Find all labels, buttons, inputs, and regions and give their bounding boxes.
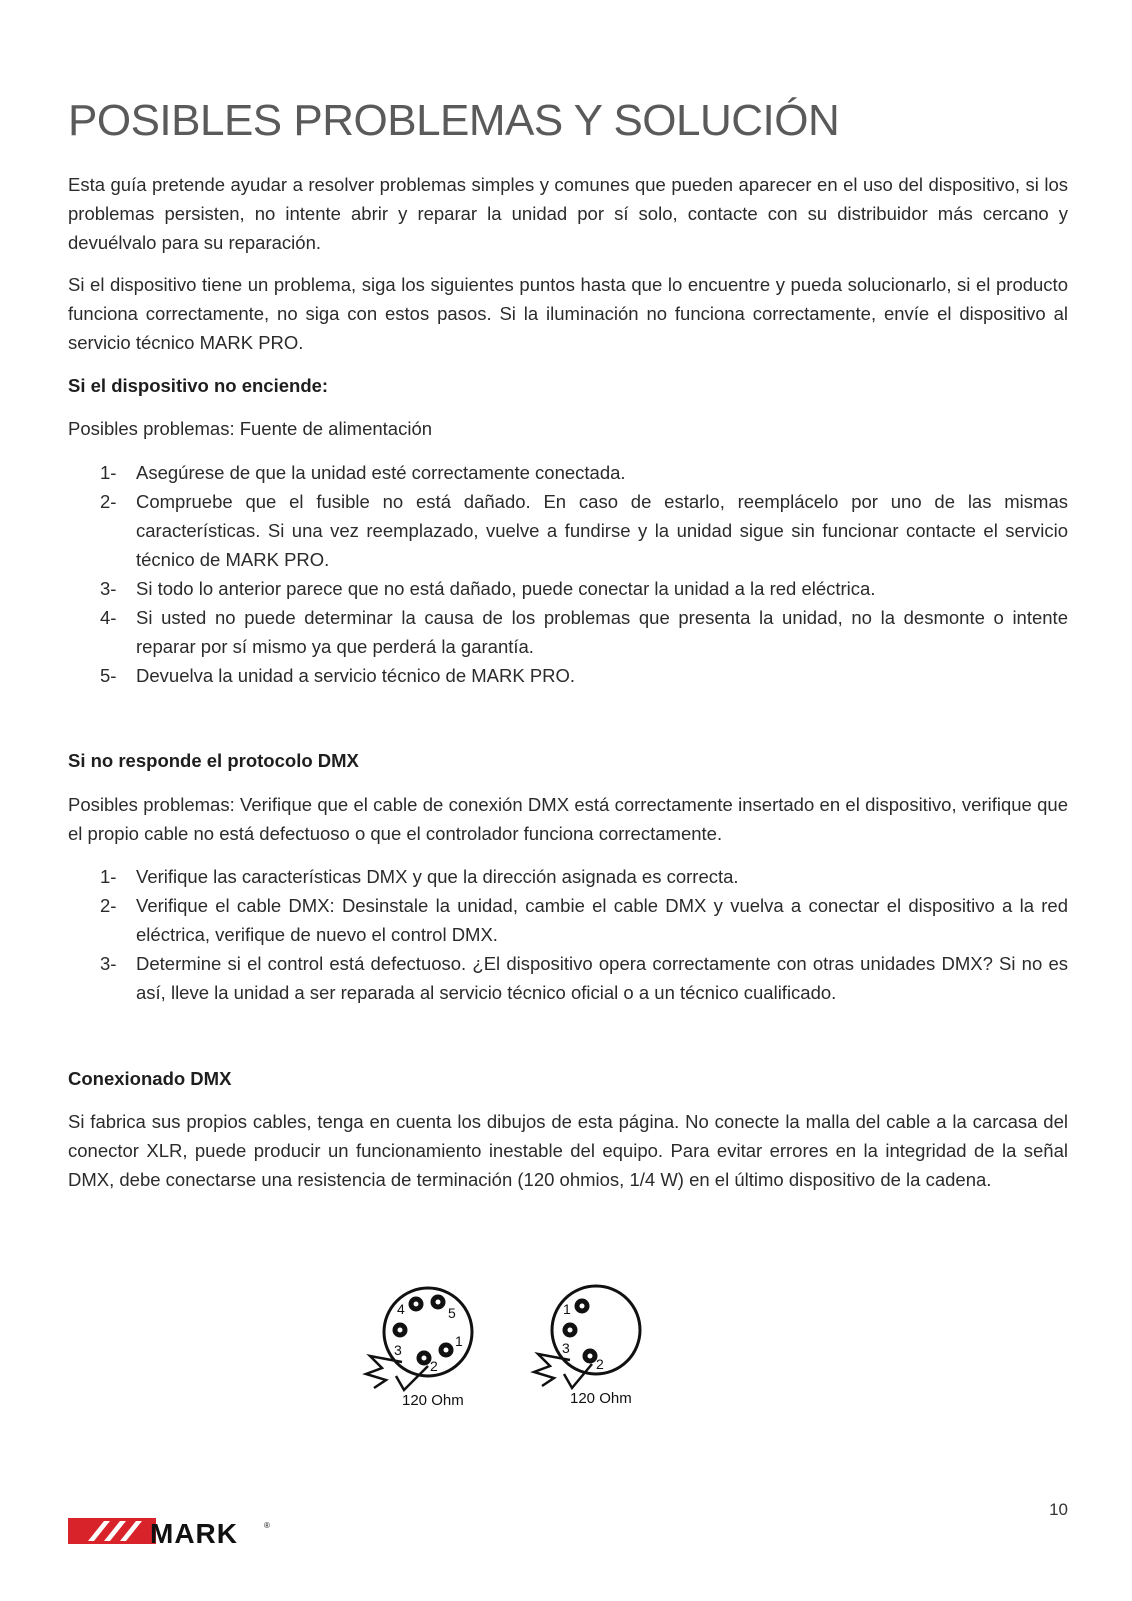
pin-label: 3 (562, 1340, 570, 1356)
section1-steps (100, 458, 1068, 690)
list-item: 3- Determine si el control está defectuoso. ¿El dispositivo opera correctamente con otras unidades DMX? Si no es así, lleve la unidad a ser reparada al servicio técnico oficial o a un técnico cualificado. (100, 953, 1068, 1003)
list-item: 1- Verifique las características DMX y que la dirección asignada es correcta. (100, 866, 739, 887)
pin-label: 3 (394, 1342, 402, 1358)
section2-problems: Posibles problemas: Verifique que el cable de conexión DMX está correctamente insertado en el dispositivo, verifique que el propio cable no está defectuoso o que el controlador funciona correctamente. (68, 794, 1068, 844)
section3-text: Si fabrica sus propios cables, tenga en cuenta los dibujos de esta página. No conecte la malla del cable a la carcasa del conector XLR, puede producir un funcionamiento inestable del equipo. Para evitar errores en la integridad de la señal DMX, debe conectarse una resistencia de terminación (120 ohmios, 1/4 W) en el último dispositivo de la cadena. (68, 1111, 1068, 1190)
list-item: 4- Si usted no puede determinar la causa de los problemas que presenta la unidad, no la desmonte o intente reparar por sí mismo ya que perderá la garantía. (100, 607, 1068, 657)
page-number: 10 (1049, 1500, 1068, 1519)
intro-paragraph-1: Esta guía pretende ayudar a resolver problemas simples y comunes que pueden aparecer en el uso del dispositivo, si los problemas persisten, no intente abrir y reparar la unidad por sí solo, contacte con su distribuidor más cercano y devuélvalo para su reparación. (68, 174, 1068, 253)
list-item: 2- Verifique el cable DMX: Desinstale la unidad, cambie el cable DMX y vuelva a conectar el dispositivo a la red eléctrica, verifique de nuevo el control DMX. (100, 895, 1068, 945)
list-item: 5- Devuelva la unidad a servicio técnico de MARK PRO. (100, 665, 576, 686)
resistor-label: 120 Ohm (570, 1390, 632, 1407)
pin-label: 1 (563, 1301, 571, 1317)
pin-label: 1 (455, 1333, 463, 1349)
logo-text: MARK (150, 1518, 238, 1548)
intro-paragraph-2: Si el dispositivo tiene un problema, siga los siguientes puntos hasta que lo encuentre y pueda solucionarlo, si el producto funciona correctamente, no siga con estos pasos. Si la iluminación no funciona correctamente, envíe el dispositivo al servicio técnico MARK PRO. (68, 274, 1068, 353)
list-item: 2- Compruebe que el fusible no está dañado. En caso de estarlo, reemplácelo por uno de las mismas características. Si una vez reemplazado, vuelve a fundirse y la unidad sigue sin funcionar contacte el servicio técnico de MARK PRO. (100, 491, 1068, 570)
section-heading-no-power: Si el dispositivo no enciende: (68, 375, 329, 396)
section-heading-dmx-wiring: Conexionado DMX (68, 1068, 232, 1089)
svg-text:®: ® (264, 1521, 270, 1530)
pin-label: 2 (596, 1356, 604, 1372)
section2-steps (100, 862, 1068, 1007)
xlr-5-pin-diagram (360, 1280, 490, 1416)
section-heading-dmx: Si no responde el protocolo DMX (68, 750, 359, 771)
pin-label: 4 (397, 1301, 405, 1317)
pin-label: 5 (448, 1305, 456, 1321)
page-title: POSIBLES PROBLEMAS Y SOLUCIÓN (68, 96, 840, 145)
xlr-3-pin-diagram (530, 1280, 660, 1416)
section1-problems: Posibles problemas: Fuente de alimentación (68, 418, 433, 439)
pin-label: 2 (430, 1358, 438, 1374)
mark-logo (68, 1516, 278, 1548)
resistor-label: 120 Ohm (402, 1392, 464, 1409)
list-item: 3- Si todo lo anterior parece que no está dañado, puede conectar la unidad a la red eléctrica. (100, 578, 876, 599)
list-item: 1- Asegúrese de que la unidad esté correctamente conectada. (100, 462, 626, 483)
